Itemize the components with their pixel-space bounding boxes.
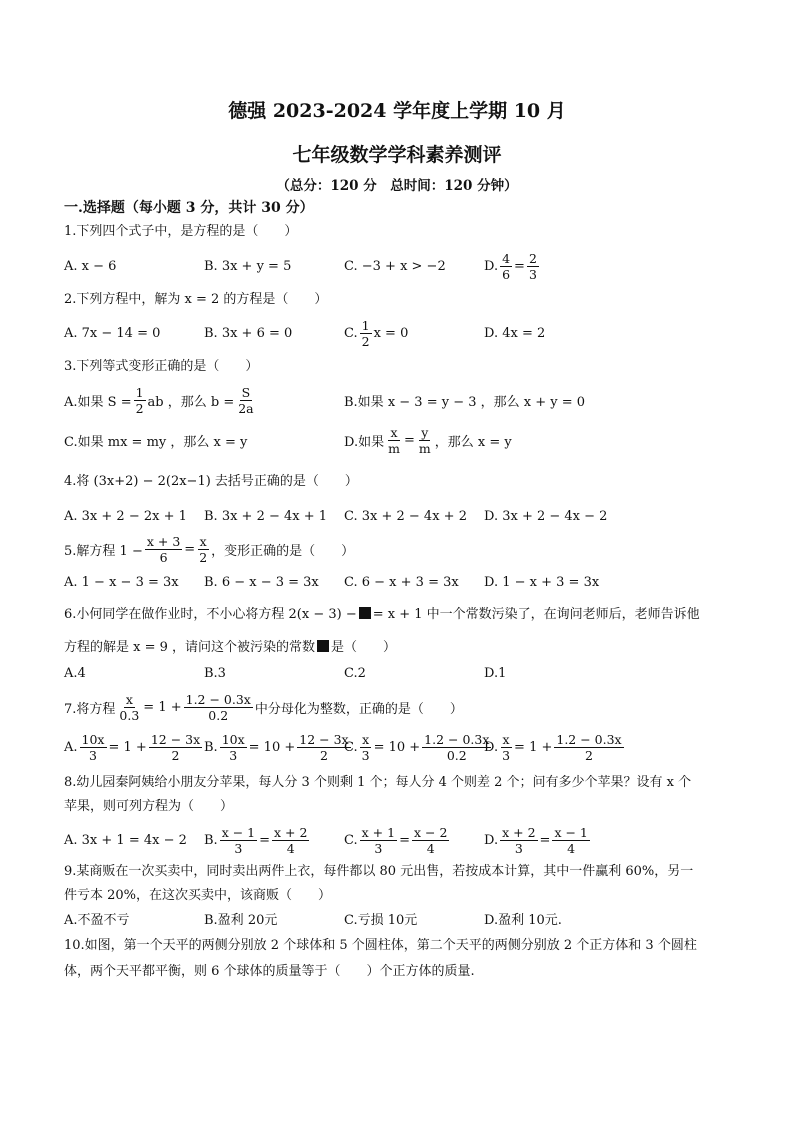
option-d: D.1	[484, 666, 507, 681]
fraction: $\frac{x}{0.3}$	[119, 691, 140, 723]
question-4-stem: 4.将 (3x+2) − 2(2x−1) 去括号正确的是（ ）	[64, 474, 358, 489]
option-c: C. 3x + 2 − 4x + 2	[344, 508, 467, 524]
option-c: C.亏损 10元	[344, 913, 418, 928]
question-9-line1: 9.某商贩在一次买卖中，同时卖出两件上衣，每件都以 80 元出售，若按成本计算，其中一件赢利 60%，另一	[64, 864, 694, 879]
option-c: C. $\frac{x + 1}{3}$ = $\frac{x - 2}{4}$	[344, 824, 448, 856]
section-heading: 一.选择题（每小题 3 分，共计 30 分）	[64, 200, 314, 216]
question-2-stem: 2.下列方程中，解为 x = 2 的方程是（ ）	[64, 292, 328, 307]
question-8-line1: 8.幼儿园秦阿姨给小朋友分苹果，每人分 3 个则剩 1 个；每人分 4 个则差 2 个；问有多少个苹果？设有 x 个	[64, 775, 692, 790]
option-d: D.如果 $\frac{x}{m}$ = $\frac{y}{m}$ ，那么 x = y	[344, 424, 512, 456]
question-10-line1: 10.如图，第一个天平的两侧分别放 2 个球体和 5 个圆柱体，第二个天平的两侧分别放 2 个正方体和 3 个圆柱	[64, 938, 697, 953]
option-a: A.4	[64, 666, 86, 681]
fraction: $\frac{1}{2}$	[361, 317, 370, 349]
question-7-stem: 7.将方程 $\frac{x}{0.3}$ = 1 + $\frac{1.2 - 0.3x}{0.2}$ 中分母化为整数，正确的是（ ）	[64, 691, 463, 723]
option-b: B. 3x + 2 − 4x + 1	[204, 508, 328, 524]
question-8-options	[64, 818, 744, 862]
question-1-stem: 1.下列四个式子中，是方程的是（ ）	[64, 224, 298, 239]
question-7-options	[64, 725, 744, 769]
question-3-options-row2	[64, 418, 744, 462]
question-3-options-row1	[64, 378, 744, 422]
option-a: A. x − 6	[64, 258, 117, 274]
question-2-options	[64, 311, 744, 355]
question-5-stem: 5.解方程 1 − $\frac{x + 3}{6}$ = $\frac{x}{2}$ ，变形正确的是（ ）	[64, 533, 355, 565]
option-a: A. 7x − 14 = 0	[64, 325, 161, 341]
option-b: B. 3x + 6 = 0	[204, 325, 293, 341]
option-b: B.3	[204, 666, 226, 681]
option-b: B.如果 x − 3 = y − 3 ，那么 x + y = 0	[344, 394, 586, 410]
question-10-line2: 体，两个天平都平衡，则 6 个球体的质量等于（ ）个正方体的质量.	[64, 964, 475, 979]
option-c: C. −3 + x > −2	[344, 258, 446, 274]
exam-subtitle: 七年级数学学科素养测评	[292, 144, 502, 166]
option-c: C.如果 mx = my ，那么 x = y	[64, 434, 248, 450]
fraction: $\frac{x}{m}$	[388, 424, 400, 456]
option-c: C. 6 − x + 3 = 3x	[344, 574, 459, 590]
fraction: $\frac{1}{2}$	[135, 384, 144, 416]
option-a: A. 3x + 1 = 4x − 2	[64, 832, 187, 848]
option-b: B. $\frac{x - 1}{3}$ = $\frac{x + 2}{4}$	[204, 824, 308, 856]
option-d: D. $\frac{x}{3}$ = 1 + $\frac{1.2 - 0.3x}{2}$	[484, 731, 622, 763]
option-b: B. $\frac{10x}{3}$ = 10 + $\frac{12 - 3x}{2}$	[204, 731, 349, 763]
option-a: A.不盈不亏	[64, 913, 130, 928]
fraction: $\frac{y}{m}$	[418, 424, 431, 456]
option-d: D. $\frac{x + 2}{3}$ = $\frac{x - 1}{4}$	[484, 824, 588, 856]
option-b: B. 6 − x − 3 = 3x	[204, 574, 319, 590]
option-d: D. 4x = 2	[484, 325, 546, 341]
exam-info: （总分：120 分 总时间：120 分钟）	[276, 178, 518, 194]
option-a: A. 1 − x − 3 = 3x	[64, 574, 179, 590]
question-3-stem: 3.下列等式变形正确的是（ ）	[64, 359, 259, 374]
option-d: D.盈利 10元.	[484, 913, 562, 928]
option-c: C. $\frac{x}{3}$ = 10 + $\frac{1.2 - 0.3x}{0.2}$	[344, 731, 490, 763]
option-a: A. $\frac{10x}{3}$ = 1 + $\frac{12 - 3x}{2}$	[64, 731, 201, 763]
option-a: A.如果 S = $\frac{1}{2}$ ab ，那么 b = $\frac{S}{2a}$	[64, 384, 254, 416]
exam-title: 德强 2023-2024 学年度上学期 10 月	[228, 100, 566, 122]
option-d: D. 1 − x + 3 = 3x	[484, 574, 600, 590]
question-9-line2: 件亏本 20%，在这次买卖中，该商贩（ ）	[64, 888, 332, 903]
question-6-line1: 6.小何同学在做作业时，不小心将方程 2(x − 3) − = x + 1 中一个常数污染了，在询问老师后，老师告诉他	[64, 607, 700, 622]
question-1-options	[64, 244, 744, 288]
option-b: B. 3x + y = 5	[204, 258, 292, 274]
question-8-line2: 苹果，则可列方程为（ ）	[64, 799, 234, 814]
option-a: A. 3x + 2 − 2x + 1	[64, 508, 187, 524]
blot-mark	[359, 607, 371, 619]
fraction: $\frac{4}{6}$	[502, 250, 511, 282]
fraction: $\frac{2}{3}$	[528, 250, 537, 282]
option-c: C. $\frac{1}{2}$ x = 0	[344, 317, 409, 349]
question-5-options	[64, 560, 744, 604]
fraction: $\frac{1.2 - 0.3x}{0.2}$	[185, 691, 251, 723]
option-c: C.2	[344, 666, 366, 681]
fraction: $\frac{S}{2a}$	[238, 384, 254, 416]
fraction: $\frac{x}{2}$	[199, 533, 208, 565]
question-6-line2: 方程的解是 x = 9 ，请问这个被污染的常数 是（ ）	[64, 640, 397, 655]
fraction: $\frac{x + 3}{6}$	[146, 533, 181, 565]
option-d: D. 3x + 2 − 4x − 2	[484, 508, 608, 524]
option-d: D. $\frac{4}{6}$ = $\frac{2}{3}$	[484, 250, 537, 282]
blot-mark	[317, 640, 329, 652]
option-b: B.盈利 20元	[204, 913, 278, 928]
